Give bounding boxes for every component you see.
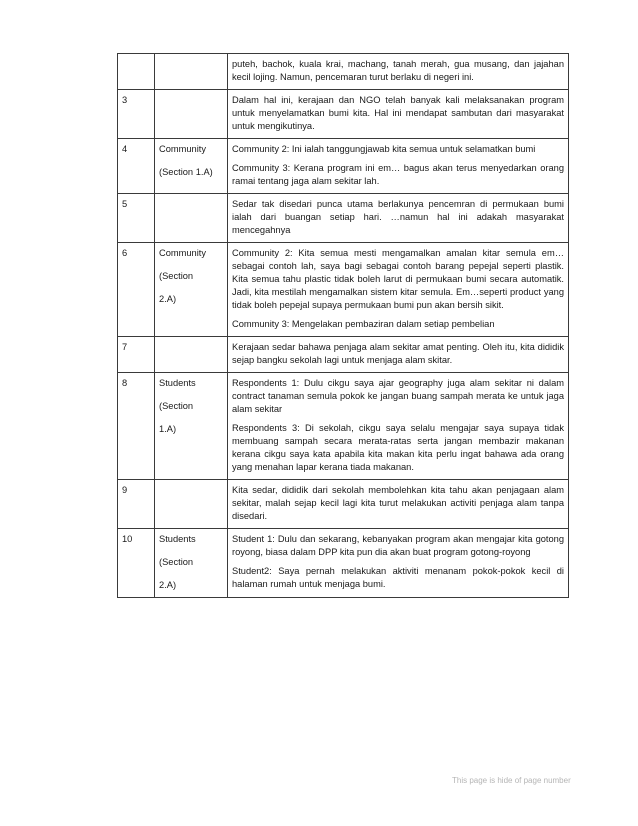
response-cell <box>228 243 569 337</box>
response-paragraph: Kita sedar, dididik dari sekolah membolehkan kita tahu akan penjagaan alam sekitar, malah sejap kecil lagi kita turut melakukan activiti penjaga alam tanpa disedari. <box>232 485 564 521</box>
response-cell <box>228 480 569 529</box>
category-line: (Section <box>159 401 194 411</box>
row-number: 7 <box>118 337 155 373</box>
table-row <box>118 90 569 139</box>
respondent-category <box>155 243 228 337</box>
table-row <box>118 373 569 480</box>
respondent-category <box>155 373 228 480</box>
table-row <box>118 54 569 90</box>
category-line: 1.A) <box>159 424 177 434</box>
response-cell <box>228 373 569 480</box>
table-row <box>118 529 569 598</box>
category-line: (Section <box>159 271 194 281</box>
response-cell <box>228 139 569 194</box>
response-paragraph: Dalam hal ini, kerajaan dan NGO telah banyak kali melaksanakan program untuk menyelamatkan bumi kita. Hal ini mendapat sambutan dari masyarakat untuk mengikutinya. <box>232 95 564 131</box>
responses-table-body <box>118 54 569 598</box>
response-paragraph: Community 2: Ini ialah tanggungjawab kita semua untuk selamatkan bumi <box>232 144 536 154</box>
response-paragraph: Student 1: Dulu dan sekarang, kebanyakan program akan mengajar kita gotong royong, biasa dalam DPP kita pun dia akan buat program gotong-royong <box>232 534 564 557</box>
response-paragraph: Community 3: Mengelakan pembaziran dalam setiap pembelian <box>232 319 495 329</box>
respondent-category <box>155 194 228 243</box>
category-line: Community <box>159 144 207 154</box>
table-row <box>118 337 569 373</box>
response-paragraph: puteh, bachok, kuala krai, machang, tanah merah, gua musang, dan jajahan kecil lojing. Namun, pencemaran turut berlaku di negeri ini. <box>232 59 564 82</box>
response-paragraph: Respondents 3: Di sekolah, cikgu saya selalu mengajar saya supaya tidak membuang sampah secara merata-ratas serta jangan membazir makanan kerana cikgu saya kata apabila kita makan kita perlu ingat bahawa ada orang yang menahan lapar kerana tiada makanan. <box>232 423 564 472</box>
response-cell <box>228 529 569 598</box>
respondent-category <box>155 90 228 139</box>
respondent-category <box>155 337 228 373</box>
response-paragraph: Community 2: Kita semua mesti mengamalkan amalan kitar semula em…sebagai contoh lah, saya bagi sebagai contoh barang pepejal seperti plastik. Kita semua tahu plastic tidak boleh larut di permukaan bumi secara automatik. Jadi, kita mestilah mengamalkan sistem kitar semula. Em…seperti product yang tidak boleh pepejal supaya permukaan bumi pun akan bersih sikit. <box>232 248 564 310</box>
category-line: 2.A) <box>159 294 177 304</box>
response-paragraph: Respondents 1: Dulu cikgu saya ajar geography juga alam sekitar ni dalam contract tanaman semula pokok ke jangan buang sampah merata ke untuk jaga alam sekitar <box>232 378 564 414</box>
response-paragraph: Community 3: Kerana program ini em… bagus akan terus menyedarkan orang ramai tentang jaga alam sekitar lah. <box>232 163 564 186</box>
category-line: (Section 1.A) <box>159 167 213 177</box>
category-line: Community <box>159 248 207 258</box>
response-cell <box>228 194 569 243</box>
response-cell <box>228 90 569 139</box>
response-paragraph: Student2: Saya pernah melakukan aktiviti menanam pokok-pokok kecil di halaman rumah untuk menjaga bumi. <box>232 566 564 589</box>
respondent-category <box>155 54 228 90</box>
row-number: 10 <box>118 529 155 598</box>
category-line: (Section <box>159 557 194 567</box>
respondent-category <box>155 480 228 529</box>
table-row <box>118 194 569 243</box>
page-footer: This page is hide of page number <box>452 776 571 785</box>
category-line: 2.A) <box>159 580 177 590</box>
response-cell <box>228 54 569 90</box>
row-number: 8 <box>118 373 155 480</box>
row-number: 9 <box>118 480 155 529</box>
responses-table <box>117 53 569 598</box>
row-number: 5 <box>118 194 155 243</box>
row-number: 3 <box>118 90 155 139</box>
table-row <box>118 139 569 194</box>
row-number: 6 <box>118 243 155 337</box>
row-number: 4 <box>118 139 155 194</box>
respondent-category <box>155 139 228 194</box>
response-paragraph: Sedar tak disedari punca utama berlakunya pencemran di permukaan bumi ialah dari buangan setiap hari. …namun hal ini adakah masyarakat mencegahnya <box>232 199 564 235</box>
response-cell <box>228 337 569 373</box>
table-row <box>118 480 569 529</box>
category-line: Students <box>159 378 196 388</box>
category-line: Students <box>159 534 196 544</box>
row-number <box>118 54 155 90</box>
response-paragraph: Kerajaan sedar bahawa penjaga alam sekitar amat penting. Oleh itu, kita dididik sejap bangku sekolah lagi untuk menjaga alam skitar. <box>232 342 564 365</box>
respondent-category <box>155 529 228 598</box>
table-row <box>118 243 569 337</box>
